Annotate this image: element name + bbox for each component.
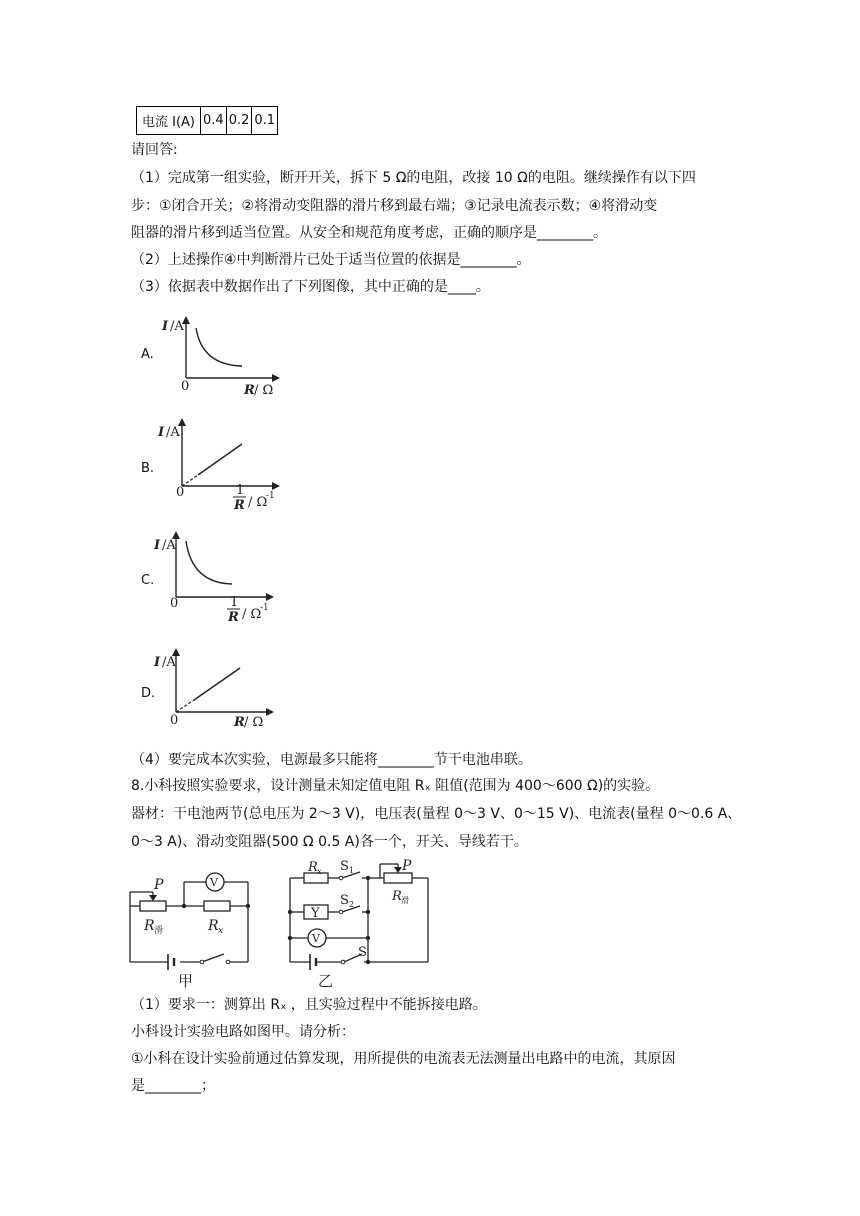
rx-label: R	[308, 860, 318, 875]
design-text: 小科设计实验电路如图甲。请分析：	[131, 1024, 355, 1040]
y-axis-label: I	[158, 425, 165, 440]
voltmeter-label: V	[210, 876, 218, 889]
x-axis-unit: / Ω	[254, 383, 274, 398]
question-1-line-1: （1）完成第一组实验，断开开关，拆下 5 Ω的电阻，改接 10 Ω的电阻。继续操作有以下四	[131, 170, 696, 186]
x-axis-fraction-numerator: 1	[230, 595, 239, 610]
requirement-1: （1）要求一：测算出 Rₓ ，且实验过程中不能拆接电路。	[131, 997, 487, 1013]
y-element-label: Y	[311, 906, 320, 921]
rheostat-label: R	[392, 889, 402, 904]
current-table	[136, 106, 278, 135]
slider-label: P	[154, 877, 164, 893]
y-axis-label: I	[162, 319, 169, 334]
origin-label: 0	[181, 379, 190, 394]
slider-label: P	[402, 858, 412, 874]
rx-subscript: x	[317, 867, 322, 876]
table-row	[137, 107, 278, 135]
x-axis-fraction-numerator: 1	[236, 483, 245, 498]
rheostat-subscript: 滑	[401, 896, 409, 905]
option-c-label: C.	[141, 573, 155, 588]
y-axis-unit: /A	[162, 655, 176, 670]
x-axis-fraction-denominator: R	[234, 498, 245, 513]
origin-label: 0	[170, 596, 179, 611]
x-axis-exponent: -1	[266, 491, 275, 501]
switch-s-label: S	[358, 945, 367, 960]
x-axis-unit: / Ω	[242, 607, 262, 622]
rheostat-label: R	[144, 918, 155, 934]
circuit-jia-caption: 甲	[178, 972, 194, 990]
y-axis-label: I	[154, 655, 161, 670]
rheostat-subscript: 滑	[154, 926, 164, 936]
problem-8-line-1: 8.小科按照实验要求，设计测量未知定值电阻 Rₓ 阻值(范围为 400～600 Ω)的实验。	[131, 778, 660, 794]
please-answer: 请回答:	[131, 142, 178, 158]
voltmeter-label: V	[312, 932, 320, 945]
x-axis-unit: / Ω	[244, 715, 264, 730]
table-cell: 0.2	[226, 107, 252, 135]
switch-s1-label: S	[340, 859, 349, 874]
rx-label: R	[208, 918, 219, 934]
option-b-graph	[150, 414, 290, 514]
x-axis-label: R	[244, 383, 255, 398]
origin-label: 0	[176, 485, 185, 500]
table-row-header: 电流 I(A)	[137, 107, 201, 135]
x-axis-fraction-denominator: R	[228, 610, 239, 625]
y-axis-unit: /A	[162, 538, 176, 553]
question-1-line-3: 阻器的滑片移到适当位置。从安全和规范角度考虑，正确的顺序是________。	[131, 225, 607, 241]
circuit-yi	[284, 858, 444, 992]
x-axis-label: R	[234, 715, 245, 730]
rx-subscript: x	[218, 926, 224, 936]
sub-question-1-line-1: ①小科在设计实验前通过估算发现，用所提供的电流表无法测量出电路中的电流，其原因	[131, 1051, 676, 1067]
problem-8-line-3: 0～3 A)、滑动变阻器(500 Ω 0.5 A)各一个，开关、导线若干。	[131, 834, 528, 850]
question-4: （4）要完成本次实验，电源最多只能将________节干电池串联。	[131, 752, 532, 768]
option-d-graph	[150, 644, 290, 734]
table-cell: 0.4	[201, 107, 227, 135]
y-axis-label: I	[154, 538, 161, 553]
x-axis-exponent: -1	[260, 603, 269, 613]
y-axis-unit: /A	[170, 319, 184, 334]
origin-label: 0	[170, 713, 179, 728]
circuit-jia	[124, 858, 264, 992]
table-cell: 0.1	[252, 107, 278, 135]
option-a-label: A.	[141, 347, 154, 362]
option-a-graph	[150, 310, 290, 400]
circuit-yi-caption: 乙	[318, 972, 334, 990]
option-b-label: B.	[141, 461, 155, 476]
question-3: （3）依据表中数据作出了下列图像，其中正确的是____。	[131, 279, 490, 295]
switch-s2-label: S	[340, 893, 349, 908]
switch-s1-subscript: 1	[349, 866, 355, 875]
option-d-label: D.	[141, 686, 156, 701]
question-2: （2）上述操作④中判断滑片已处于适当位置的依据是________。	[131, 252, 531, 268]
x-axis-unit: / Ω	[248, 495, 268, 510]
question-1-line-2: 步：①闭合开关；②将滑动变阻器的滑片移到最右端；③记录电流表示数；④将滑动变	[131, 198, 658, 214]
sub-question-1-line-2: 是________；	[131, 1078, 215, 1094]
problem-8-line-2: 器材：干电池两节(总电压为 2～3 V)，电压表(量程 0～3 V、0～15 V)、电流表(量程 0～0.6 A、	[131, 806, 742, 822]
option-c-graph	[150, 527, 290, 627]
y-axis-unit: /A	[166, 425, 180, 440]
switch-s2-subscript: 2	[349, 900, 355, 909]
